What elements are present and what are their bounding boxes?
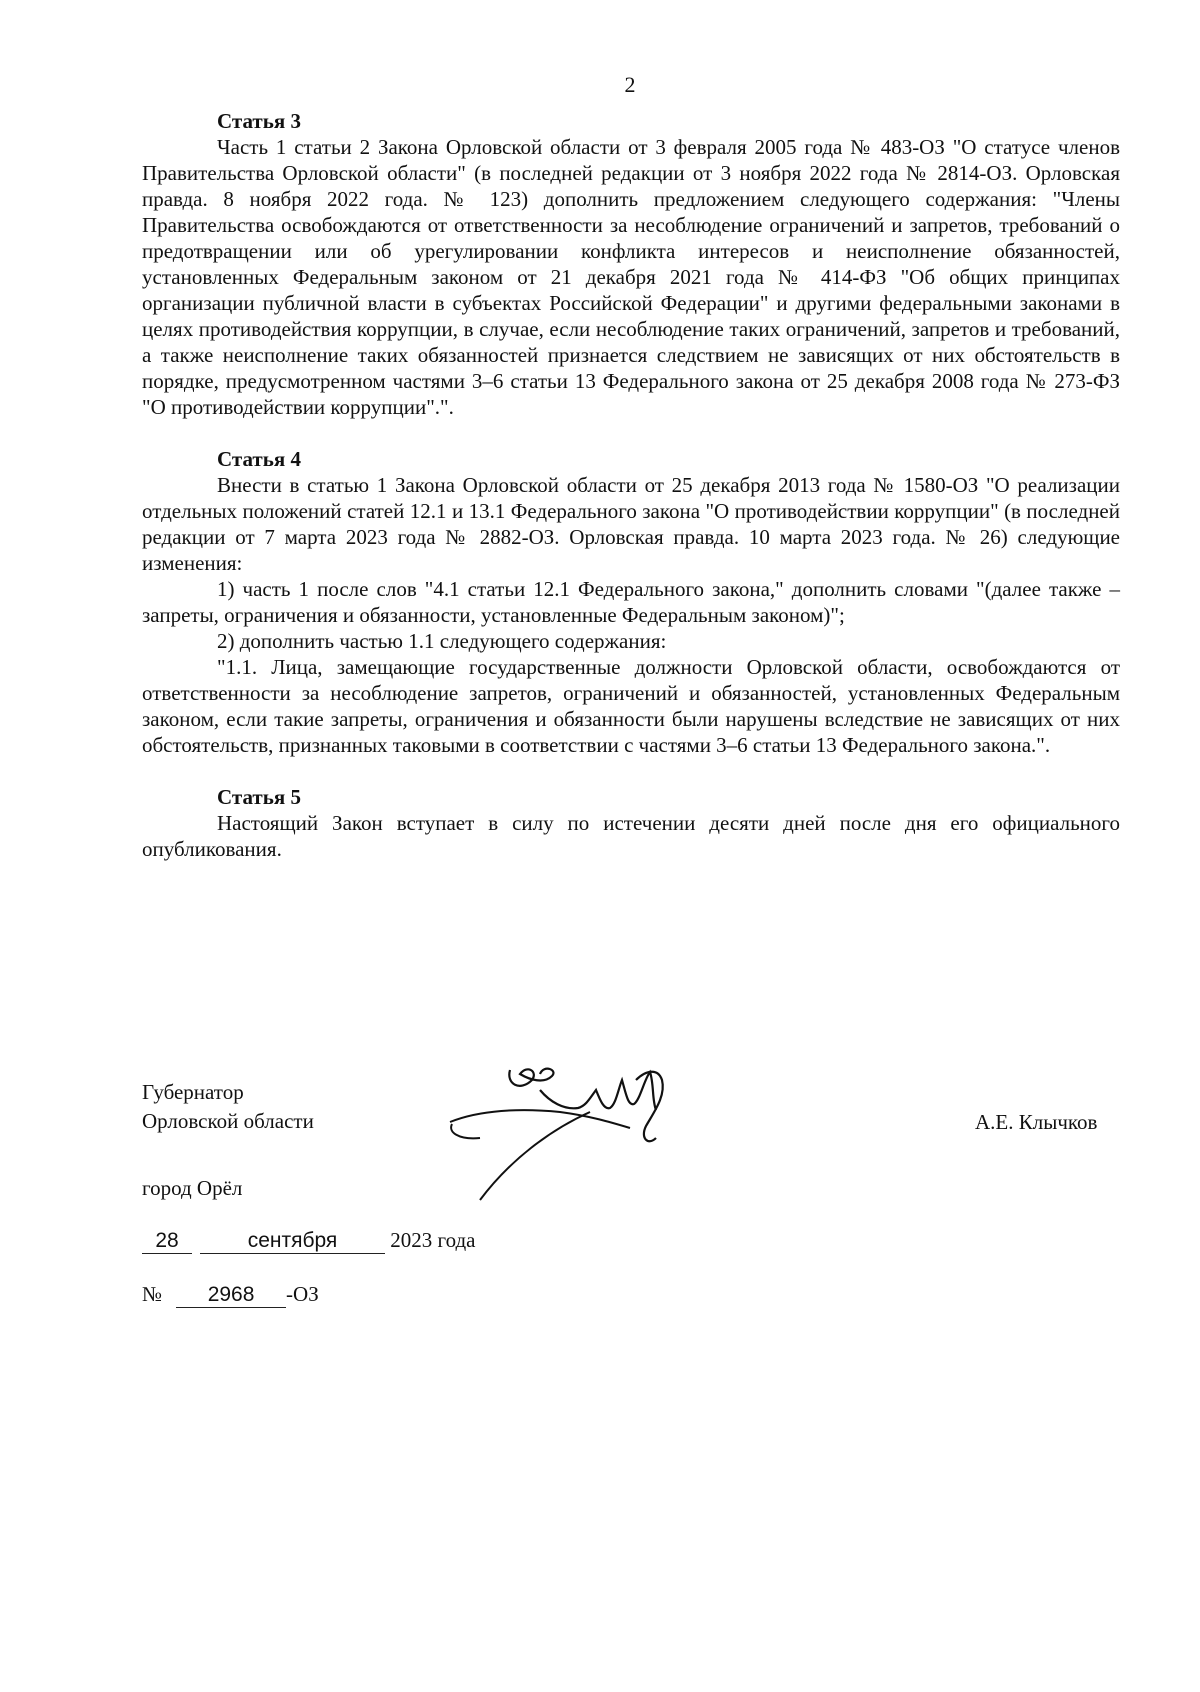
- date-year: 2023 года: [390, 1228, 476, 1252]
- document-body: [142, 108, 1120, 888]
- date-day: 28: [142, 1229, 192, 1254]
- city: город Орёл: [142, 1176, 243, 1200]
- article-title: Статья 4: [217, 447, 301, 471]
- date-line: [142, 1228, 476, 1254]
- number-line: [142, 1282, 319, 1308]
- number-value: 2968: [176, 1283, 286, 1308]
- number-prefix: №: [142, 1282, 163, 1306]
- article-paragraph: "1.1. Лица, замещающие государственные должности Орловской области, освобождаются от ответственности за несоблюдение запретов, ограничений и обязанностей, установленных Федеральным законом, если такие запреты, ограничения и обязанности были нарушены вследствие не зависящих от них обстоятельств, признанных таковыми в соответствии с частями 3–6 статьи 13 Федерального закона.".: [142, 655, 1120, 757]
- article-4: [142, 446, 1120, 758]
- page-number: 2: [624, 72, 636, 97]
- article-title: Статья 3: [217, 109, 301, 133]
- article-5: [142, 784, 1120, 862]
- date-month: сентября: [200, 1229, 385, 1254]
- handwritten-signature: [440, 1050, 690, 1210]
- article-paragraph: 2) дополнить частью 1.1 следующего содержания:: [217, 629, 667, 653]
- article-paragraph: Часть 1 статьи 2 Закона Орловской области от 3 февраля 2005 года № 483-ОЗ "О статусе членов Правительства Орловской области" (в последней редакции от 3 ноября 2022 года № 2814-ОЗ. Орловская правда. 8 ноября 2022 года. № 123) дополнить предложением следующего содержания: "Члены Правительства освобождаются от ответственности за несоблюдение ограничений и запретов, требований о предотвращении или об урегулировании конфликта интересов и неисполнение обязанностей, установленных Федеральным законом от 21 декабря 2021 года № 414-ФЗ "Об общих принципах организации публичной власти в субъектах Российской Федерации" и другими федеральными законами в целях противодействия коррупции, в случае, если несоблюдение таких ограничений, запретов и требований, а также неисполнение таких обязанностей признается следствием не зависящих от них обстоятельств в порядке, предусмотренном частями 3–6 статьи 13 Федерального закона от 25 декабря 2008 года № 273-ФЗ "О противодействии коррупции".".: [142, 135, 1120, 419]
- position-line-2: Орловской области: [142, 1109, 314, 1133]
- article-paragraph: 1) часть 1 после слов "4.1 статьи 12.1 Федерального закона," дополнить словами "(далее также – запреты, ограничения и обязанности, установленные Федеральным законом)";: [142, 577, 1120, 627]
- signatory-name: А.Е. Клычков: [975, 1110, 1098, 1134]
- article-paragraph: Внести в статью 1 Закона Орловской области от 25 декабря 2013 года № 1580-ОЗ "О реализации отдельных положений статей 12.1 и 13.1 Федерального закона "О противодействии коррупции" (в последней редакции от 7 марта 2023 года № 2882-ОЗ. Орловская правда. 10 марта 2023 года. № 26) следующие изменения:: [142, 473, 1120, 575]
- article-3: [142, 108, 1120, 420]
- article-title: Статья 5: [217, 785, 301, 809]
- position-line-1: Губернатор: [142, 1080, 244, 1104]
- signatory-position: [142, 1078, 314, 1136]
- article-paragraph: Настоящий Закон вступает в силу по истечении десяти дней после дня его официального опубликования.: [142, 811, 1120, 861]
- number-suffix: -ОЗ: [286, 1282, 319, 1306]
